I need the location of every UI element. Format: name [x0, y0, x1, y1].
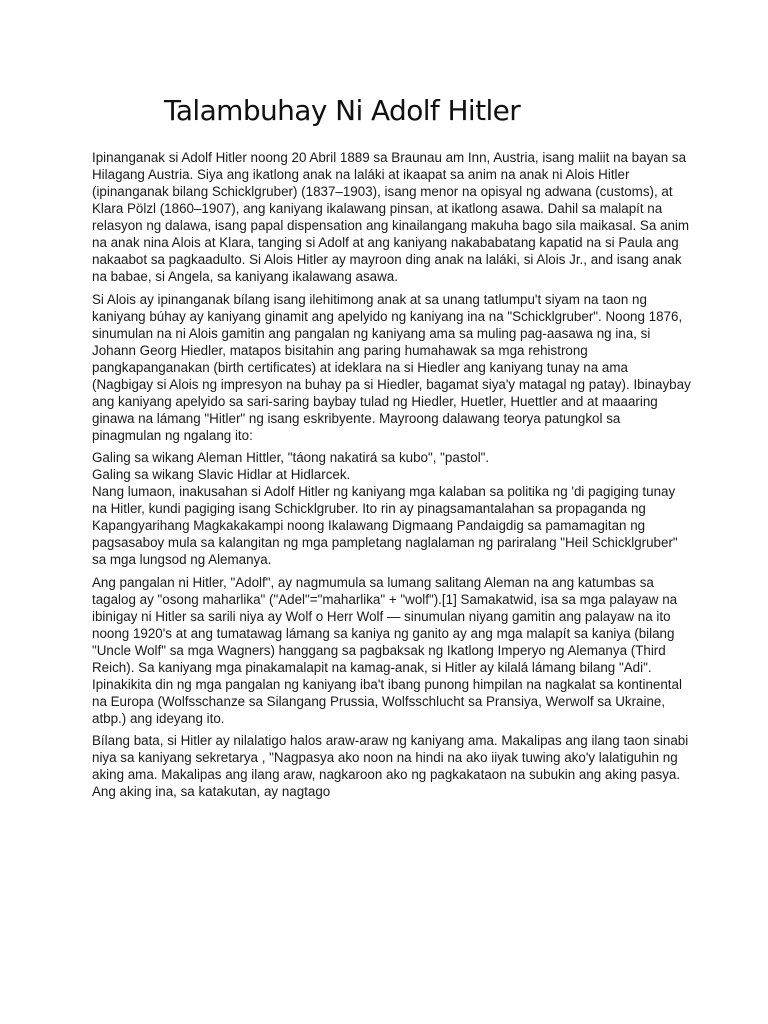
paragraph-theory-slavic: Galing sa wikang Slavic Hidlar at Hidlarcek. — [92, 467, 351, 482]
paragraph-birth: Ipinanganak si Adolf Hitler noong 20 Abril 1889 sa Braunau am Inn, Austria, isang maliit na bayan sa Hilagang Austria. Siya ang ikatlong anak na laláki at ikaapat sa anim na anak ni Alois Hitler (ipinanganak bilang Schicklgruber) (1837–1903), isang menor na opisyal ng adwana (customs), at Klara Pölzl (1860–1907), ang kaniyang ikalawang pinsan, at ikatlong asawa. Dahil sa malapít na relasyon ng dalawa, isang papal dispensation ang kinailangang makuha bago sila maikasal. Sa anim na anak nina Alois at Klara, tanging si Adolf at ang kaniyang nakababatang kapatid na si Paula ang nakaabot sa pagkaadulto. Si Alois Hitler ay mayroon ding anak na laláki, si Alois Jr., and isang anak na babae, si Angela, sa kaniyang ikalawang asawa. — [92, 150, 690, 284]
paragraph-adolf-name: Ang pangalan ni Hitler, "Adolf", ay nagmumula sa lumang salitang Aleman na ang katumbas sa tagalog ay "osong maharlika" ("Adel"="maharlika" + "wolf").[1] Samakatwid, isa sa mga palayaw na ibinigay ni Hitler sa sarili niya ay Wolf o Herr Wolf — sinumulan niyang gamitin ang palayaw na ito noong 1920's at ang tumatawag lámang sa kaniya ng ganito ay ang mga malapít sa kaniya (bilang "Uncle Wolf" sa mga Wagners) hanggang sa pagbaksak ng Ikatlong Imperyo ng Alemanya (Third Reich). Sa kaniyang mga pinakamalapit na kamag-anak, si Hitler ay kilalá lámang bilang "Adi". Ipinakikita din ng mga pangalan ng kaniyang iba't ibang punong himpilan na nagkalat sa kontinental na Europa (Wolfsschanze sa Silangang Prussia, Wolfsschlucht sa Pransiya, Werwolf sa Ukraine, atbp.) ang ideyang ito. — [92, 574, 682, 726]
paragraph-theory-german: Galing sa wikang Aleman Hittler, "táong nakatirá sa kubo", "pastol". — [92, 450, 490, 465]
page-title: Talambuhay Ni Adolf Hitler — [164, 94, 521, 127]
paragraph-schicklgruber: Nang lumaon, inakusahan si Adolf Hitler ng kaniyang mga kalaban sa politika ng 'di pagiging tunay na Hitler, kundi pagiging isang Schicklgruber. Ito rin ay pinagsamantalahan sa propaganda ng Kapangyarihang Magkakakampi noong Ikalawang Digmaang Pandaigdig sa pamamagitan ng pagsasaboy mula sa kalangitan ng mga pampletang naglalaman ng pariralang "Heil Schicklgruber" sa mga lungsod ng Alemanya. — [92, 484, 678, 567]
document-body — [92, 149, 692, 806]
paragraph-childhood: Bílang bata, si Hitler ay nilalatigo halos araw-araw ng kaniyang ama. Makalipas ang ilang taon sinabi niya sa kaniyang sekretarya , "Nagpasya ako noon na hindi na ako iiyak tuwing ako'y lalatiguhin ng aking ama. Makalipas ang ilang araw, nagkaroon ako ng pagkakataon na subukin ang aking pasya. Ang aking ina, sa katakutan, ay nagtago — [92, 733, 689, 799]
paragraph-surname-origin: Si Alois ay ipinanganak bílang isang ilehitimong anak at sa unang tatlumpu't siyam na taon ng kaniyang búhay ay kaniyang ginamit ang apelyido ng kaniyang ina na "Schicklgruber". Noong 1876, sinumulan na ni Alois gamitin ang pangalan ng kaniyang ama sa muling pag-aasawa ng ina, si Johann Georg Hiedler, matapos bisitahin ang paring humahawak sa mga rehistrong pangkapanganakan (birth certificates) at ideklara na si Hiedler ang kaniyang tunay na ama (Nagbigay si Alois ng impresyon na buhay pa si Hiedler, bagamat siya'y matagal ng patay). Ibinaybay ang kaniyang apelyido sa sari-saring baybay tulad ng Hiedler, Huetler, Huettler and at maaaring ginawa na lámang "Hitler" ng isang eskribyente. Mayroong dalawang teorya patungkol sa pinagmulan ng ngalang ito: — [92, 291, 691, 443]
